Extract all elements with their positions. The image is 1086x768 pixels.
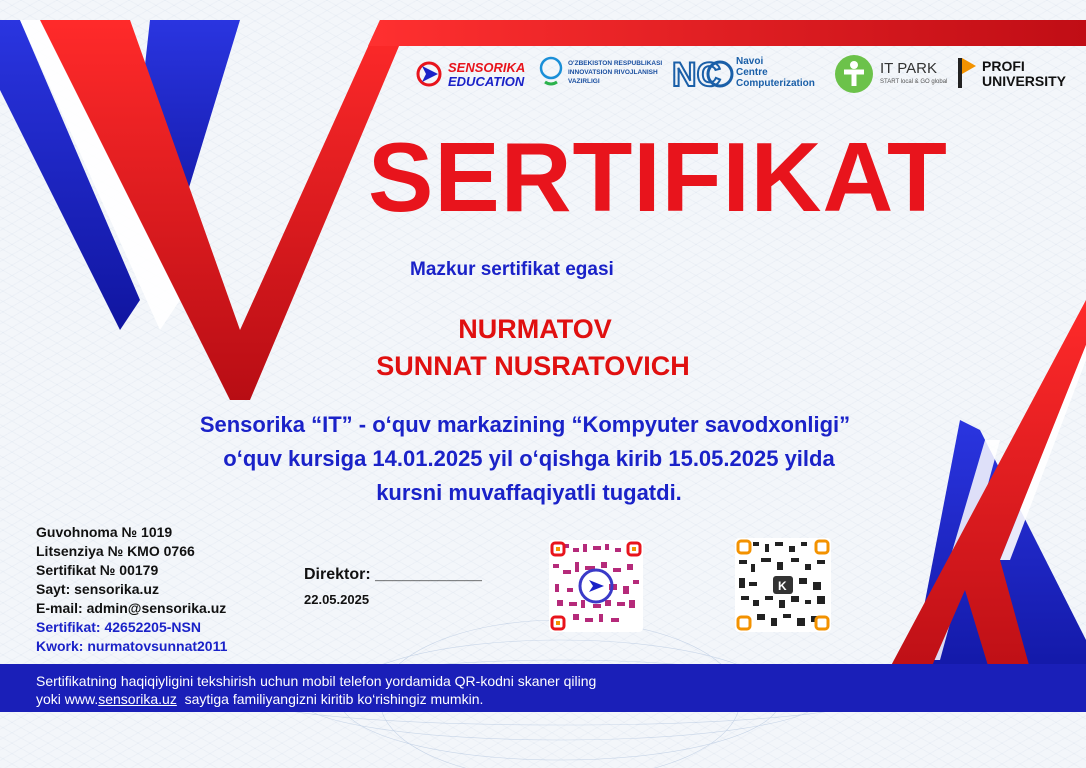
ministry-line1: O'ZBEKISTON RESPUBLIKASI [568, 60, 663, 67]
profi-icon [956, 56, 978, 90]
body-line-3: kursni muvaffaqiyatli tugatdi. [376, 480, 682, 505]
sensorika-logo-line1: SENSORIKA [448, 60, 526, 75]
sensorika-logo-line2: EDUCATION [448, 74, 525, 89]
itpark-logo [834, 54, 950, 94]
footer-line-2-suffix: saytiga familiyangizni kiritib ko‘rishingiz mumkin. [176, 691, 484, 707]
holder-given-names: SUNNAT NUSRATOVICH [376, 351, 690, 381]
ministry-line2: INNOVATSION RIVOJLANISH [568, 69, 658, 76]
sensorika-icon [414, 58, 444, 88]
certificate-title: SERTIFIKAT [368, 122, 948, 232]
itpark-icon [834, 54, 874, 94]
svg-text:K: K [778, 579, 787, 593]
body-line-1: Sensorika “IT” - o‘quv markazining “Kompyuter savodxonligi” [199, 412, 851, 437]
navoi-logo [672, 54, 832, 94]
certificate-subtitle: Mazkur sertifikat egasi [410, 259, 614, 280]
qr-code-icon[interactable] [549, 540, 643, 632]
ministry-line3: VAZIRLIGI [568, 78, 600, 85]
info-website: Sayt: sensorika.uz [36, 581, 159, 597]
body-line-2: o‘quv kursiga 14.01.2025 yil o‘qishga kirib 15.05.2025 yilda [223, 446, 835, 471]
info-sertifikat-number: Sertifikat № 00179 [36, 562, 159, 578]
footer-line-2-prefix: yoki www. [36, 691, 99, 707]
itpark-name: IT PARK [880, 60, 937, 77]
lightbulb-icon [538, 56, 564, 90]
holder-surname: NURMATOV [458, 314, 612, 344]
navoi-line3: Computerization [736, 78, 815, 89]
info-email: E-mail: admin@sensorika.uz [36, 600, 227, 616]
itpark-tagline: START local & GO global [880, 79, 948, 85]
info-kwork: Kwork: nurmatovsunnat2011 [36, 638, 228, 654]
qr-code-kwork-icon[interactable] [735, 538, 831, 632]
ministry-logo [538, 56, 668, 92]
info-guvohnoma: Guvohnoma № 1019 [36, 524, 173, 540]
red-top-band [368, 20, 1086, 46]
sensorika-logo [414, 58, 532, 90]
profi-logo [956, 56, 1078, 92]
footer-website-link[interactable]: sensorika.uz [98, 691, 177, 707]
profi-line1: PROFI [982, 58, 1025, 74]
info-sertifikat-code: Sertifikat: 42652205-NSN [36, 619, 201, 635]
navoi-line2: Centre [736, 67, 768, 78]
profi-line2: UNIVERSITY [982, 73, 1067, 89]
footer-line-1: Sertifikatning haqiqiyligini tekshirish uchun mobil telefon yordamida QR-kodni skaner qiling [36, 673, 597, 689]
ncc-icon [672, 56, 734, 92]
svg-text:NC: NC [672, 56, 722, 92]
navoi-line1: Navoi [736, 56, 764, 67]
info-litsenziya: Litsenziya № KMO 0766 [36, 543, 195, 559]
footer-line-2 [36, 691, 483, 707]
director-date: 22.05.2025 [304, 592, 370, 607]
director-signature: Direktor: ____________ [304, 566, 482, 583]
